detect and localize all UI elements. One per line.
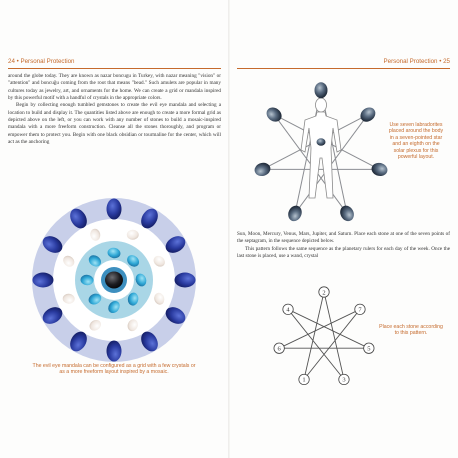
right-paragraph-2: This pattern follows the same sequence as the planetary rulers for each day of the week. Once the last stone is placed, use a wand, crystal [237, 245, 450, 260]
right-body-text [237, 231, 450, 260]
left-header-text: 24 • Personal Protection [8, 58, 75, 65]
right-page [229, 0, 458, 458]
septagram-path [279, 292, 369, 379]
mandala-caption: The evil eye mandala can be configured as a grid with a few crystals or as a more freeform layout inspired by a mosaic. [32, 363, 196, 376]
labradorite-stone [315, 82, 328, 98]
labradorite-stone [264, 105, 285, 125]
evil-eye-mandala-illustration [14, 198, 214, 363]
star-point-number: 6 [277, 345, 281, 353]
septagram-diagram [269, 282, 379, 392]
star-point-number: 3 [342, 376, 346, 384]
labradorite-stone [338, 203, 357, 223]
labradorite-stone [358, 105, 379, 125]
septagram-lines [279, 292, 369, 379]
body-star-layout-illustration [251, 80, 391, 230]
labradorite-stone [286, 203, 304, 223]
lapis-stone [33, 273, 54, 288]
moonstone [127, 230, 139, 240]
lapis-stone [107, 199, 122, 220]
star-pattern-caption: Place each stone according to this pattern. [379, 324, 443, 337]
left-body-text [8, 73, 221, 146]
right-header-text: Personal Protection • 25 [383, 58, 450, 65]
star-point-number: 4 [286, 306, 290, 314]
figure-caption: Use seven labradorites placed around the body in a seven-pointed star and an eighth on the solar plexus for this powerful layout. [388, 122, 444, 161]
left-paragraph-2: Begin by collecting enough tumbled gemstones to create the evil eye mandala and selecting a location to build and display it. The quantities listed above are enough to create a more formal grid as depicted above on the left, or you can work with any number of stones to build a mosaic-inspired mandala with a more freeform construction. Cleanse all the stones thoroughly, and program or empower them to protect you. Begin with one black obsidian or tourmaline for the center, which will act as the anchoring [8, 102, 221, 146]
human-figure [301, 98, 341, 198]
solar-plexus-labradorite [317, 138, 326, 146]
labradorite-stone [253, 161, 272, 178]
labradorite-stone [370, 161, 388, 177]
left-paragraph-1: around the globe today. They are known as nazar boncugu in Turkey, with nazar meaning "vision" or "attention" and boncuğu coming from the root that means "bead." Such amulets are popular in many cultures today as jewelry, art, and ornaments for the home. We can create a grid or mandala inspired by this powerful motif with a handful of crystals in the appropriate colors. [8, 73, 221, 102]
star-point-number: 1 [302, 376, 306, 384]
lapis-stone [175, 273, 196, 288]
star-point-number: 5 [367, 345, 371, 353]
star-point-number: 7 [358, 306, 362, 314]
lapis-stone [107, 341, 122, 362]
left-page-header [8, 56, 221, 69]
right-paragraph-1: Sun, Moon, Mercury, Venus, Mars, Jupiter, and Saturn. Place each stone at one of the seven points of the septagram, in the sequence depicted below. [237, 231, 450, 245]
septagram-points [274, 287, 374, 385]
right-page-header [237, 56, 450, 69]
center-obsidian-stone [105, 272, 123, 289]
star-point-number: 2 [322, 289, 326, 297]
